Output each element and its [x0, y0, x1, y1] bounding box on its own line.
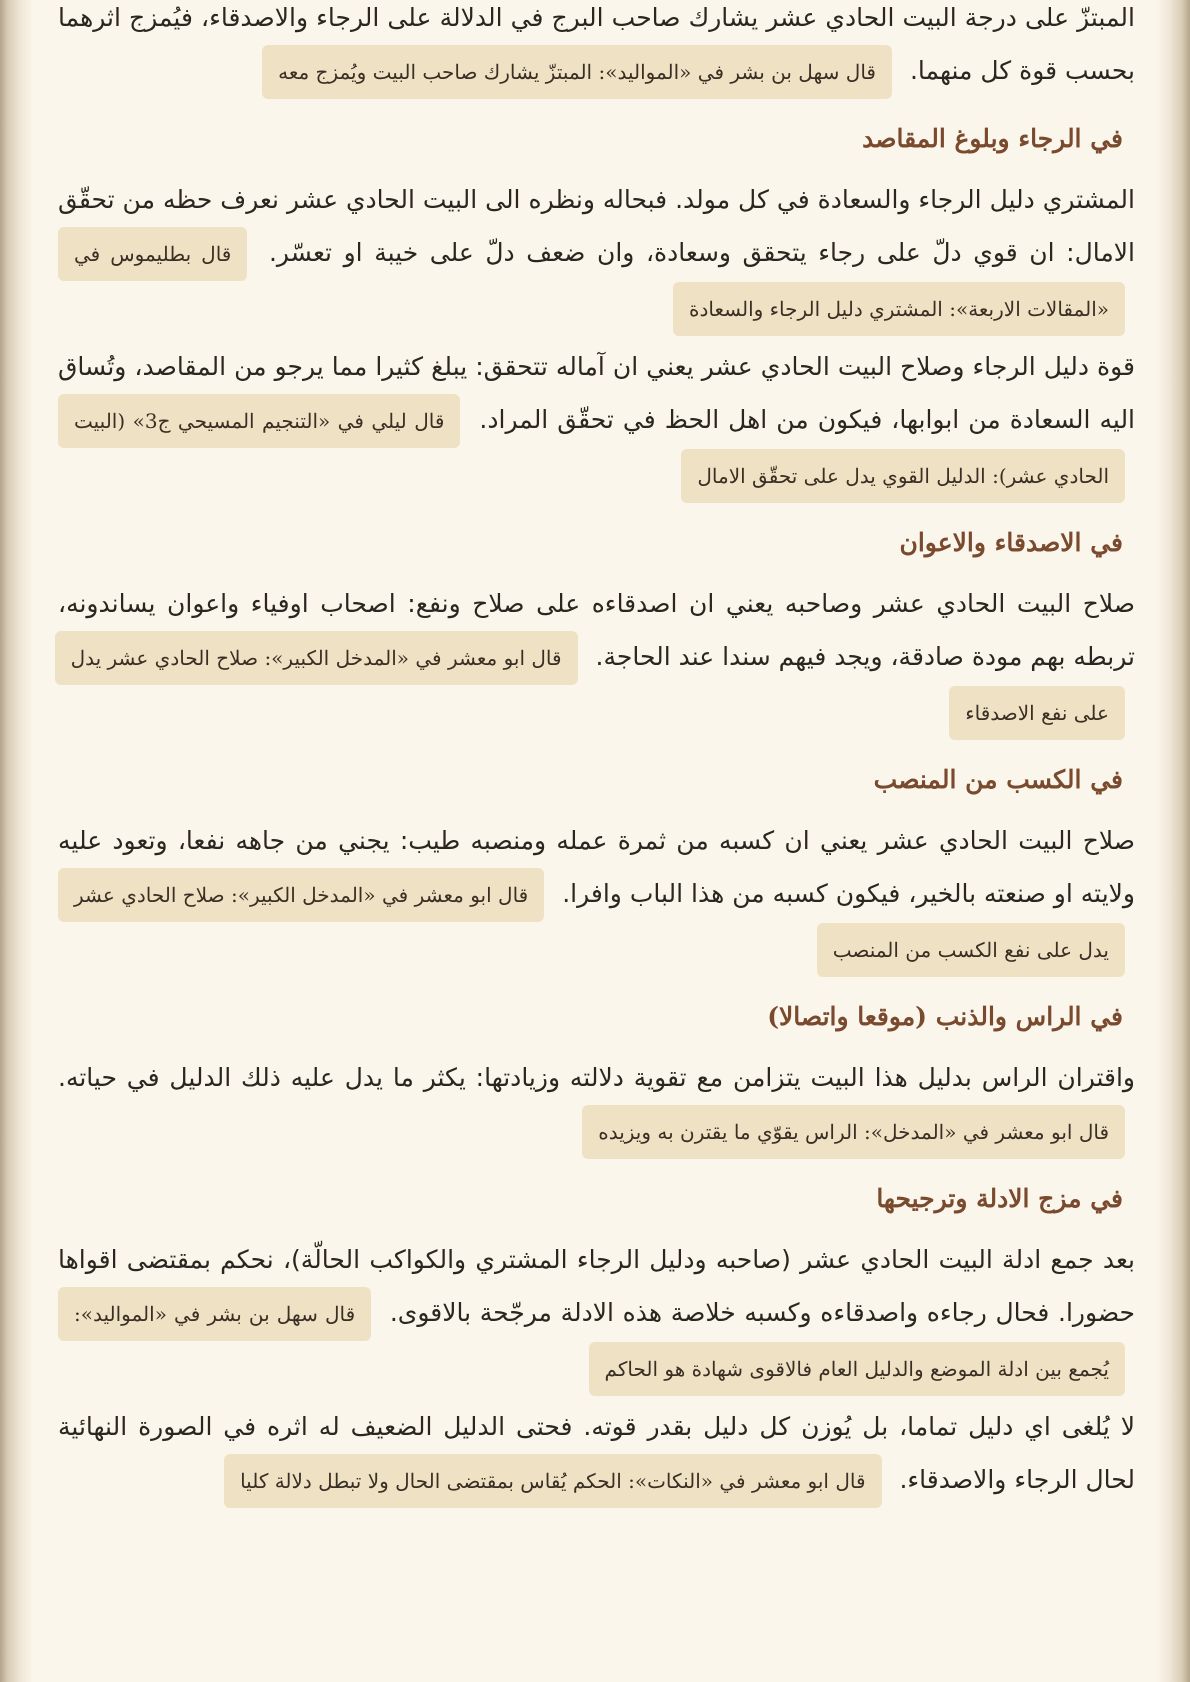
- citation-quote: قال ابو معشر في «المدخل الكبير»: صلاح الحادي عشر يدل على نفع الاصدقاء: [55, 631, 1125, 740]
- paragraph-text: قوة دليل الرجاء وصلاح البيت الحادي عشر يعني ان آماله تتحقق: يبلغ كثيرا مما يرجو من المقاصد، وتُساق اليه السعادة من ابوابها، فيكون من اهل الحظ في تحقّق المراد.: [58, 352, 1136, 434]
- paragraph-text: واقتران الراس بدليل هذا البيت يتزامن مع تقوية دلالته وزيادتها: يكثر ما يدل عليه ذلك الدليل في حياته.: [58, 1063, 1135, 1092]
- citation-quote: قال ليلي في «التنجيم المسيحي ج3» (البيت الحادي عشر): الدليل القوي يدل على تحقّق الامال: [58, 394, 1125, 503]
- paragraph-text: صلاح البيت الحادي عشر وصاحبه يعني ان اصدقاءه على صلاح ونفع: اصحاب اوفياء واعوان يساندونه، تربطه بهم مودة صادقة، ويجد فيهم سندا عند الحاجة.: [58, 589, 1135, 671]
- citation-quote: قال ابو معشر في «النكات»: الحكم يُقاس بمقتضى الحال ولا تبطل دلالة كليا: [224, 1454, 881, 1508]
- document-body: [58, 0, 1135, 1508]
- citation-quote: قال سهل بن بشر في «المواليد»: يُجمع بين ادلة الموضع والدليل العام فالاقوى شهادة هو الحاكم: [58, 1287, 1125, 1396]
- citation-quote: قال ابو معشر في «المدخل الكبير»: صلاح الحادي عشر يدل على نفع الكسب من المنصب: [58, 868, 1125, 977]
- section-heading: في الرجاء وبلوغ المقاصد: [862, 124, 1123, 153]
- paragraph: [58, 814, 1135, 977]
- section-heading: في مزج الادلة وترجيحها: [876, 1184, 1123, 1213]
- paragraph-text: بعد جمع ادلة البيت الحادي عشر (صاحبه ودليل الرجاء المشتري والكواكب الحالّة)، نحكم بمقتضى اقواها حضورا. فحال رجاءه واصدقاءه وكسبه خلاصة هذه الادلة مرجّحة بالاقوى.: [58, 1245, 1136, 1327]
- citation-quote: قال سهل بن بشر في «المواليد»: المبتزّ يشارك صاحب البيت ويُمزج معه: [262, 45, 892, 99]
- paragraph: [58, 577, 1135, 740]
- paragraph: [58, 1051, 1135, 1159]
- paragraph: [58, 173, 1135, 336]
- citation-quote: قال بطليموس في «المقالات الاربعة»: المشتري دليل الرجاء والسعادة: [58, 227, 1125, 336]
- paragraph: [58, 340, 1135, 503]
- section-heading: في الاصدقاء والاعوان: [899, 528, 1123, 557]
- paragraph: [58, 0, 1135, 99]
- paragraph-text: لا يُلغى اي دليل تماما، بل يُوزن كل دليل بقدر قوته. فحتى الدليل الضعيف له اثره في الصورة النهائية لحال الرجاء والاصدقاء.: [58, 1412, 1135, 1494]
- paragraph-text: صلاح البيت الحادي عشر يعني ان كسبه من ثمرة عمله ومنصبه طيب: يجني من جاهه نفعا، وتعود عليه ولايته او صنعته بالخير، فيكون كسبه من هذا الباب وافرا.: [58, 826, 1135, 908]
- paragraph: [58, 1400, 1135, 1508]
- paragraph-text: المبتزّ على درجة البيت الحادي عشر يشارك صاحب البرج في الدلالة على الرجاء والاصدقاء، فيُمزج اثرهما بحسب قوة كل منهما.: [58, 3, 1135, 85]
- paragraph-text: المشتري دليل الرجاء والسعادة في كل مولد. فبحاله ونظره الى البيت الحادي عشر نعرف حظه من تحقّق الامال: ان قوي دلّ على رجاء يتحقق وسعادة، وان ضعف دلّ على خيبة او تعسّر.: [58, 185, 1135, 267]
- citation-quote: قال ابو معشر في «المدخل»: الراس يقوّي ما يقترن به ويزيده: [582, 1105, 1125, 1159]
- section-heading: في الراس والذنب (موقعا واتصالا): [767, 1002, 1123, 1031]
- section-heading: في الكسب من المنصب: [873, 765, 1123, 794]
- paragraph: [58, 1233, 1135, 1396]
